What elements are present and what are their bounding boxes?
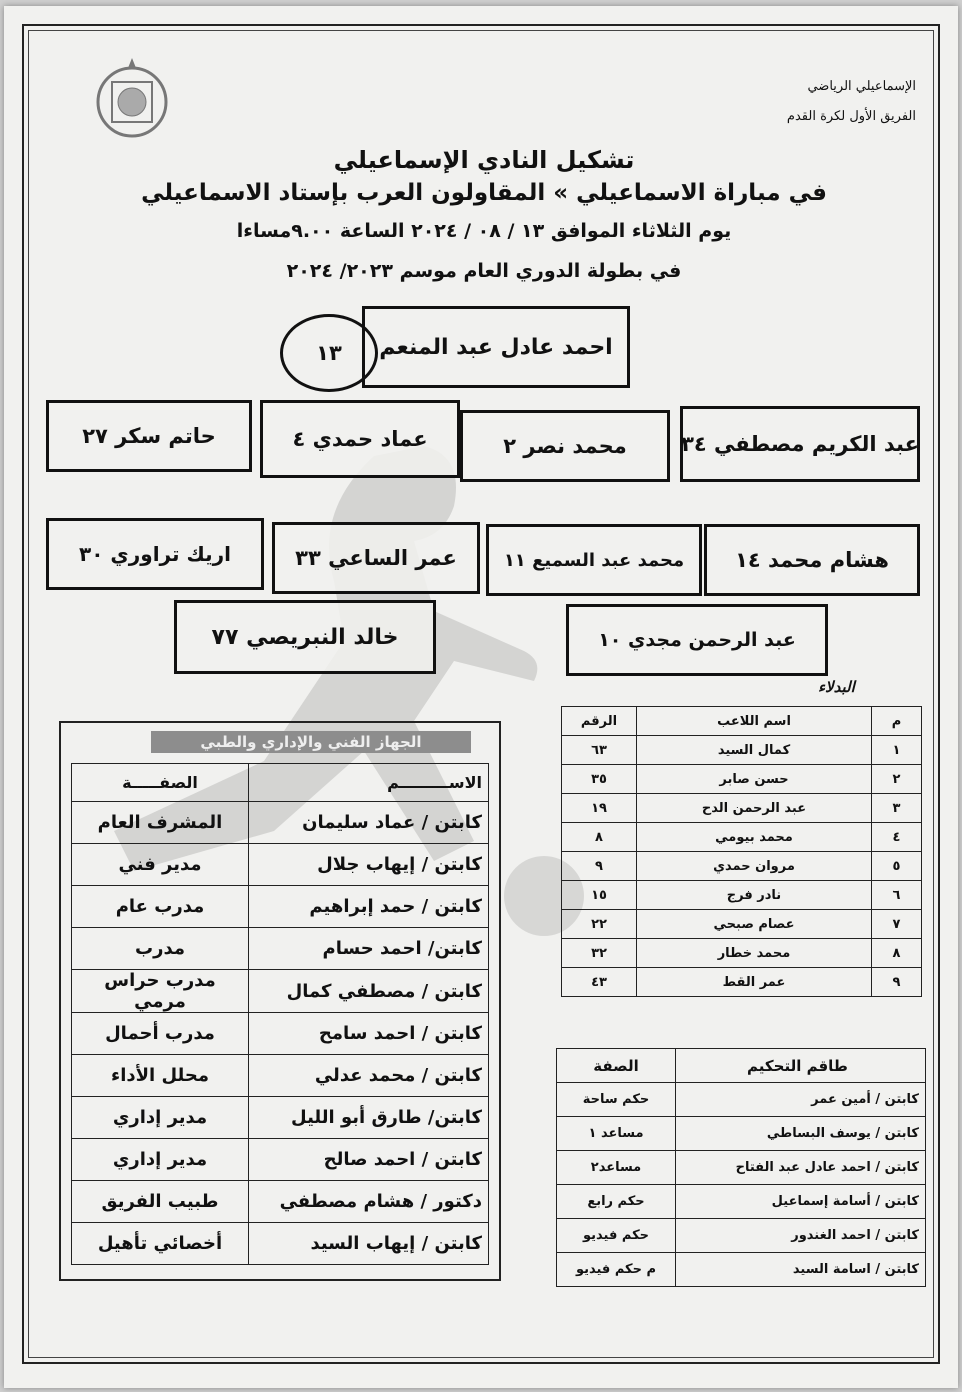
cell: ٣٥ [562, 765, 637, 794]
table-row [72, 802, 489, 844]
midfielder-2: محمد عبد السميع ١١ [486, 524, 702, 596]
table-row [557, 1185, 926, 1219]
cell: مدير فني [72, 844, 249, 886]
cell: مدرب عام [72, 886, 249, 928]
cell: مدرب [72, 928, 249, 970]
cell: مدرب أحمال [72, 1013, 249, 1055]
cell: محمد خطار [637, 939, 872, 968]
cell: كابتن / أسامة إسماعيل [676, 1185, 926, 1219]
cell: كابتن / إيهاب السيد [249, 1223, 489, 1265]
forward-1: عبد الرحمن مجدي ١٠ [566, 604, 828, 676]
cell: مدرب حراس مرمي [72, 970, 249, 1013]
paper-sheet [4, 6, 958, 1388]
cell: ١ [872, 736, 922, 765]
cell: حكم رابع [557, 1185, 676, 1219]
cell: دكتور / هشام مصطفي [249, 1181, 489, 1223]
club-logo-icon [84, 56, 180, 142]
cell: محمد بيومي [637, 823, 872, 852]
cell: ٣ [872, 794, 922, 823]
cell: ١٥ [562, 881, 637, 910]
cell: كابتن / احمد سامح [249, 1013, 489, 1055]
cell: حكم ساحة [557, 1083, 676, 1117]
cell: حكم فيديو [557, 1219, 676, 1253]
cell: نادر فرج [637, 881, 872, 910]
goalkeeper-number: ١٣ [280, 314, 378, 392]
cell: كابتن / عماد سليمان [249, 802, 489, 844]
table-row [72, 1139, 489, 1181]
date-line: يوم الثلاثاء الموافق ١٣ / ٠٨ / ٢٠٢٤ الساعة ٩.٠٠مساءا [236, 220, 732, 242]
table-row [72, 970, 489, 1013]
cell: أخصائي تأهيل [72, 1223, 249, 1265]
subs-col-name: اسم اللاعب [637, 707, 872, 736]
subs-title: البدلاء [818, 678, 855, 696]
table-row [72, 886, 489, 928]
cell: ٨ [562, 823, 637, 852]
cell: كابتن / أمين عمر [676, 1083, 926, 1117]
cell: ٩ [562, 852, 637, 881]
cell: كابتن / إيهاب جلال [249, 844, 489, 886]
midfielder-3: عمر الساعي ٣٣ [272, 522, 480, 594]
cell: طبيب الفريق [72, 1181, 249, 1223]
table-row [557, 1083, 926, 1117]
cell: كابتن / مصطفي كمال [249, 970, 489, 1013]
cell: كابتن / اسامة السيد [676, 1253, 926, 1287]
table-row [562, 881, 922, 910]
cell: مساعد ١ [557, 1117, 676, 1151]
match-line: في مباراة الاسماعيلي » المقاولون العرب بإستاد الاسماعيلي [141, 180, 827, 206]
cell: ٧ [872, 910, 922, 939]
cell: محلل الأداء [72, 1055, 249, 1097]
staff-col-role: الصفـــــة [72, 764, 249, 802]
cell: م حكم فيديو [557, 1253, 676, 1287]
table-row [557, 1253, 926, 1287]
table-row [557, 1151, 926, 1185]
refs-header-row [557, 1049, 926, 1083]
cell: كمال السيد [637, 736, 872, 765]
cell: ٦٣ [562, 736, 637, 765]
cell: كابتن / احمد صالح [249, 1139, 489, 1181]
cell: ٩ [872, 968, 922, 997]
cell: كابتن / حمد إبراهيم [249, 886, 489, 928]
staff-col-name: الاســـــــــم [249, 764, 489, 802]
table-row [72, 1223, 489, 1265]
staff-title: الجهاز الفني والإداري والطبي [151, 731, 471, 753]
midfielder-1: هشام محمد ١٤ [704, 524, 920, 596]
subs-col-number: الرقم [562, 707, 637, 736]
club-name: الإسماعيلي الرياضي [807, 79, 916, 94]
referees-table [556, 1048, 926, 1287]
subs-table [561, 706, 922, 997]
subs-col-index: م [872, 707, 922, 736]
cell: كابتن / يوسف البساطي [676, 1117, 926, 1151]
table-row [562, 794, 922, 823]
table-row [557, 1219, 926, 1253]
defender-4: حاتم سكر ٢٧ [46, 400, 252, 472]
table-row [72, 1013, 489, 1055]
cell: عبد الرحمن الدح [637, 794, 872, 823]
cell: مدير إداري [72, 1097, 249, 1139]
cell: عمر القط [637, 968, 872, 997]
table-row [72, 1055, 489, 1097]
defender-2: محمد نصر ٢ [460, 410, 670, 482]
defender-1: عبد الكريم مصطفي ٣٤ [680, 406, 920, 482]
table-row [562, 968, 922, 997]
cell: ٦ [872, 881, 922, 910]
cell: كابتن / احمد الغندور [676, 1219, 926, 1253]
goalkeeper-box: احمد عادل عبد المنعم [362, 306, 630, 388]
table-row [562, 939, 922, 968]
refs-col-role: الصفة [557, 1049, 676, 1083]
staff-panel [59, 721, 501, 1281]
table-row [562, 765, 922, 794]
table-row [72, 1181, 489, 1223]
cell: كابتن / احمد عادل عبد الفتاح [676, 1151, 926, 1185]
season-line: في بطولة الدوري العام موسم ٢٠٢٣/ ٢٠٢٤ [286, 260, 682, 282]
cell: ٥ [872, 852, 922, 881]
table-row [562, 910, 922, 939]
forward-2: خالد النبريصي ٧٧ [174, 600, 436, 674]
cell: المشرف العام [72, 802, 249, 844]
cell: ١٩ [562, 794, 637, 823]
table-row [72, 844, 489, 886]
cell: كابتن/ احمد حسام [249, 928, 489, 970]
midfielder-4: اريك تراوري ٣٠ [46, 518, 264, 590]
refs-col-name: طاقم التحكيم [676, 1049, 926, 1083]
cell: مروان حمدي [637, 852, 872, 881]
table-row [562, 736, 922, 765]
table-row [557, 1117, 926, 1151]
table-row [72, 928, 489, 970]
cell: مدير إداري [72, 1139, 249, 1181]
cell: ٨ [872, 939, 922, 968]
cell: حسن صابر [637, 765, 872, 794]
cell: مساعد٢ [557, 1151, 676, 1185]
table-row [72, 1097, 489, 1139]
staff-table [71, 763, 489, 1265]
lineup-title: تشكيل النادي الإسماعيلي [333, 146, 635, 174]
table-row [562, 852, 922, 881]
subs-header-row [562, 707, 922, 736]
cell: كابتن/ طارق أبو الليل [249, 1097, 489, 1139]
cell: ٢٢ [562, 910, 637, 939]
cell: ٣٢ [562, 939, 637, 968]
cell: ٢ [872, 765, 922, 794]
cell: كابتن / محمد عدلي [249, 1055, 489, 1097]
staff-header-row [72, 764, 489, 802]
defender-3: عماد حمدي ٤ [260, 400, 460, 478]
cell: عصام صبحي [637, 910, 872, 939]
cell: ٤ [872, 823, 922, 852]
club-header [787, 72, 916, 132]
cell: ٤٣ [562, 968, 637, 997]
team-name: الفريق الأول لكرة القدم [786, 109, 916, 124]
table-row [562, 823, 922, 852]
